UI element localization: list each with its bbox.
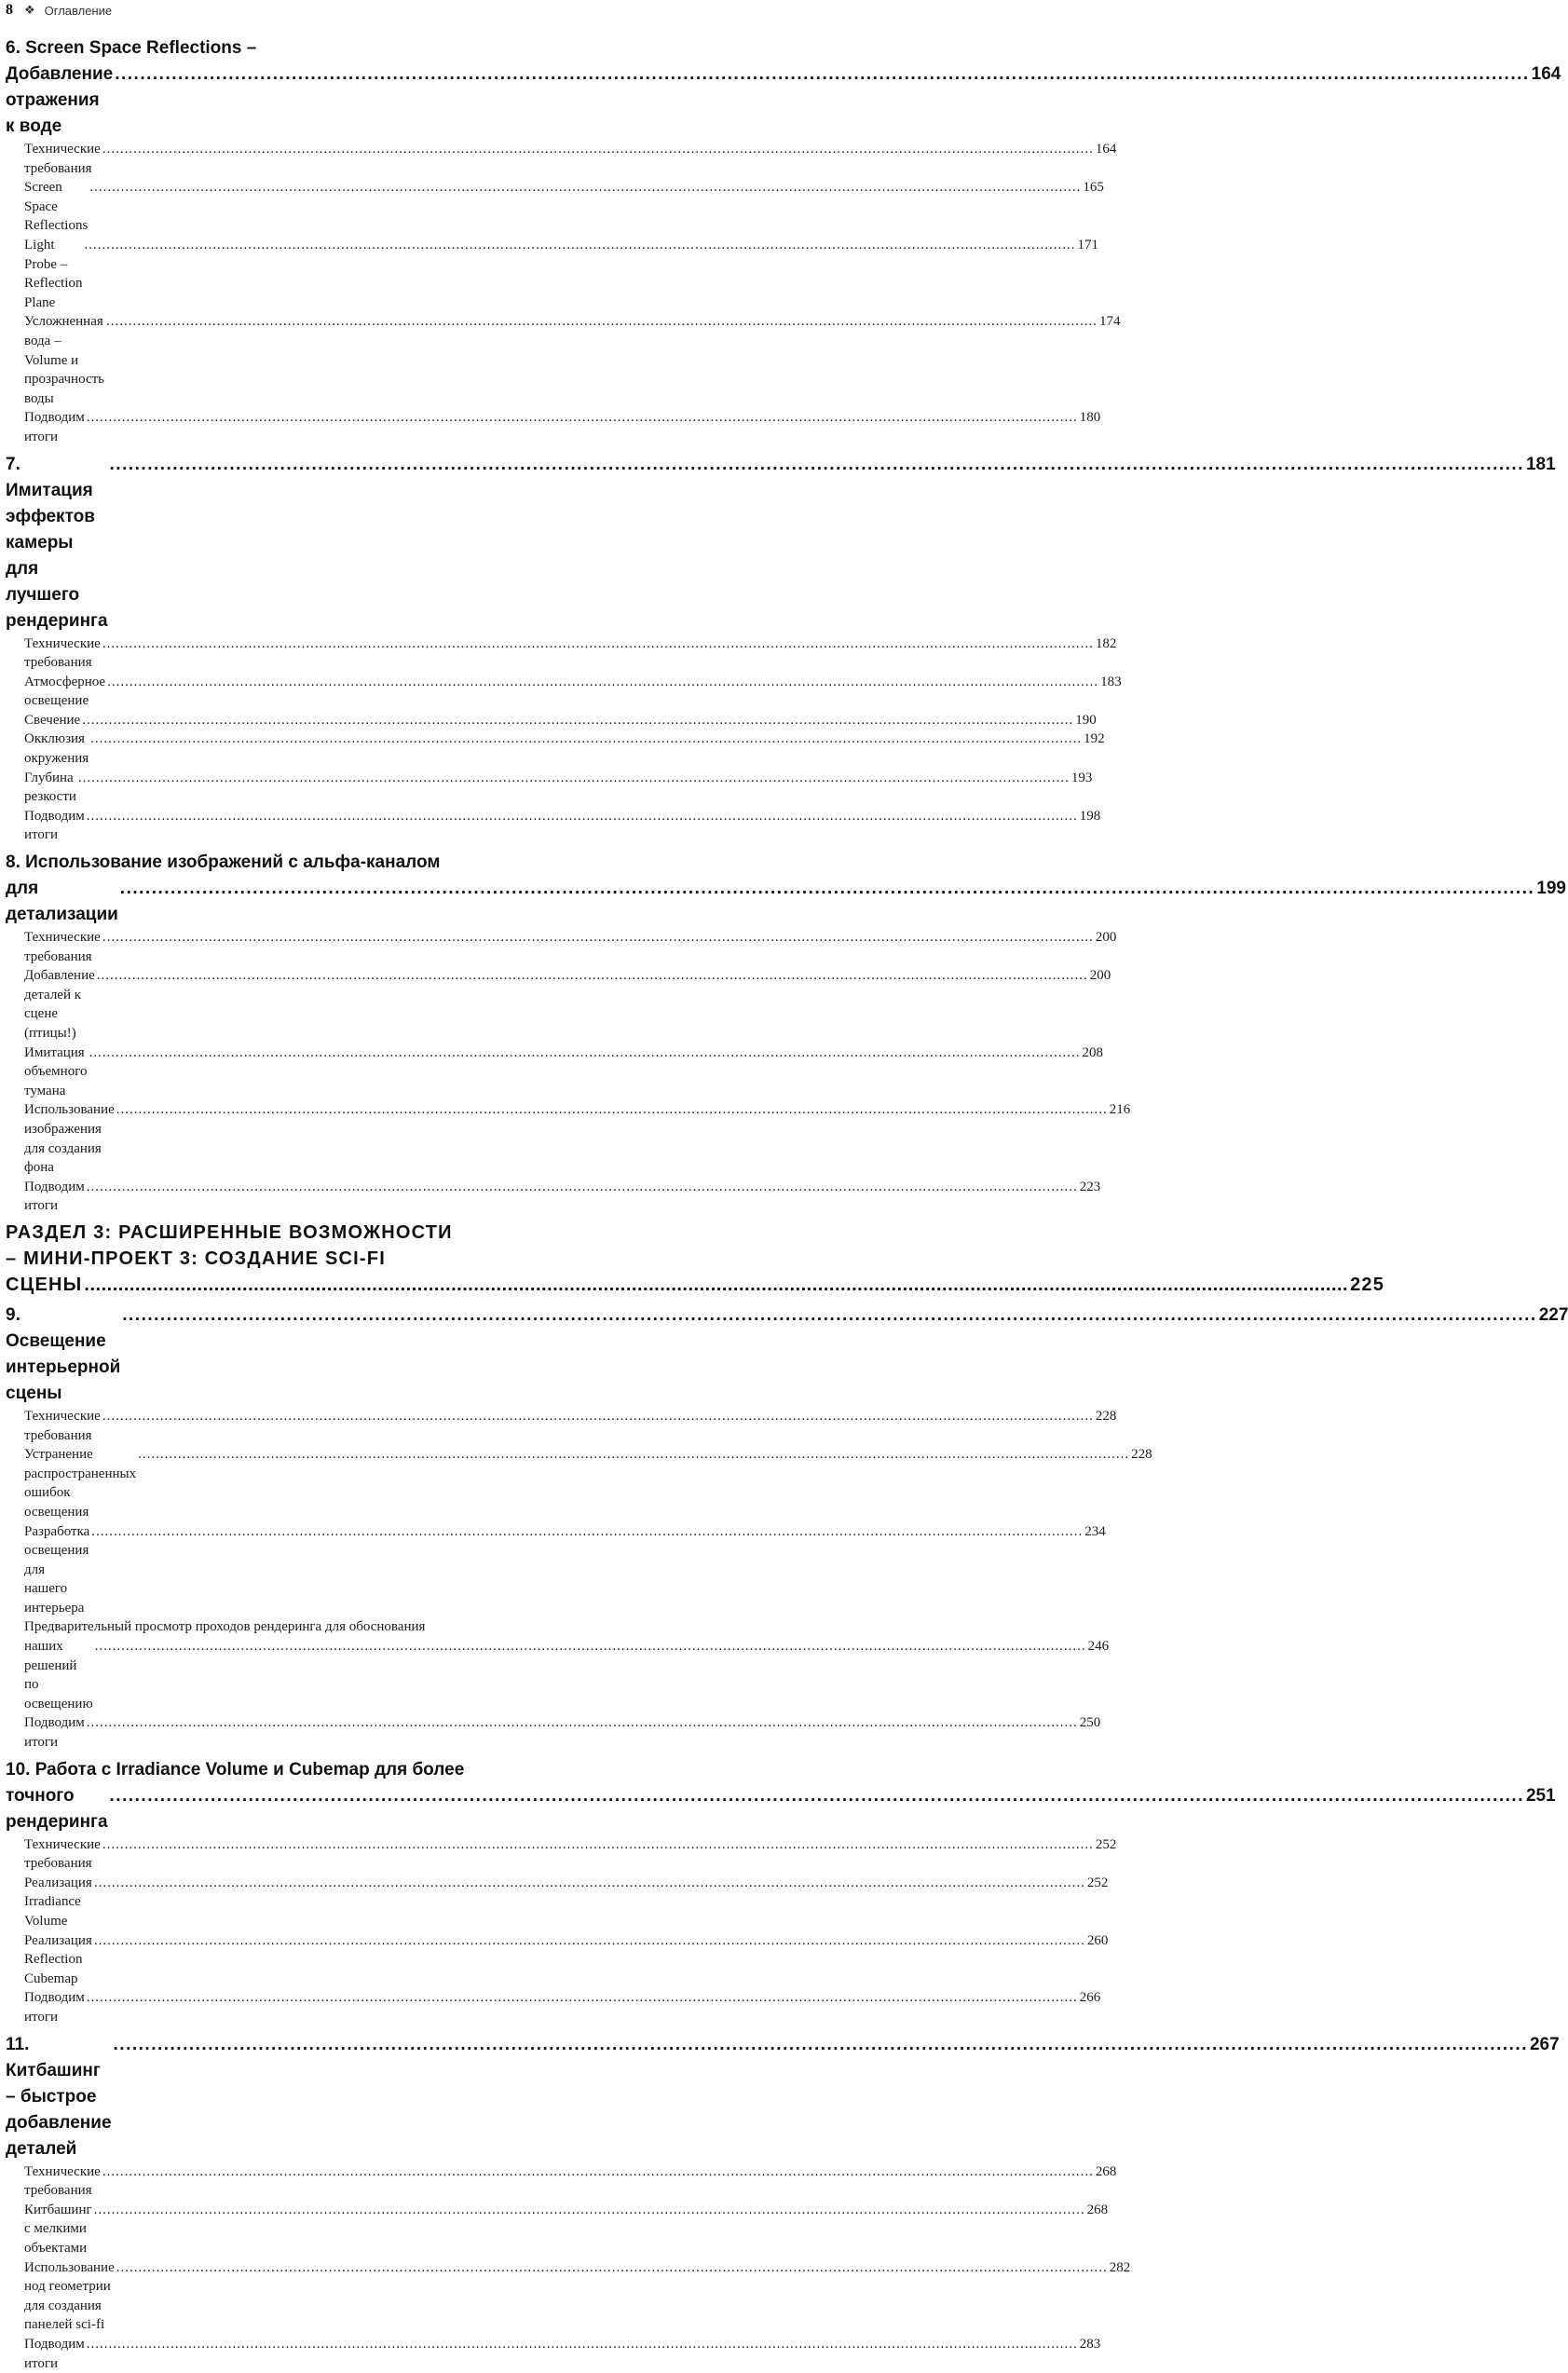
dot-leader [78, 769, 1070, 788]
heading-title: 11. Китбашинг – быстрое добавление деталей [6, 2034, 112, 2159]
entry-title: Использование нод геометрии для создания панелей sci-fi [24, 2259, 115, 2333]
entry-page-number: 190 [1075, 712, 1097, 728]
toc-entry[interactable] [0, 711, 1097, 730]
chapter-heading[interactable] [0, 452, 1556, 634]
heading-page-number: 164 [1531, 64, 1561, 84]
entry-page-number: 192 [1084, 731, 1105, 747]
entry-page-number: 200 [1095, 930, 1117, 946]
entry-title: Технические требования [24, 1836, 101, 1872]
entry-title: Глубина резкости [24, 770, 76, 805]
toc-entry[interactable] [0, 140, 1117, 178]
entry-page-number: 171 [1077, 237, 1098, 252]
entry-title: Подводим итоги [24, 410, 85, 444]
chapter-heading[interactable] [0, 35, 1561, 140]
dot-leader [116, 2258, 1108, 2278]
entry-title: Окклюзия окружения [24, 731, 89, 767]
chapter-heading[interactable] [0, 850, 1566, 928]
entry-title: Использование изображения для создания фона [24, 1102, 115, 1176]
heading-line: 8. Использование изображений с альфа-каналом [6, 852, 441, 873]
running-title: Оглавление [44, 3, 113, 18]
entry-page-number: 260 [1086, 1932, 1109, 1948]
heading-title: точного рендеринга [6, 1785, 108, 1832]
entry-title: Китбашинг с мелкими объектами [24, 2202, 92, 2256]
toc-entry[interactable] [0, 1874, 1109, 1931]
toc-entry[interactable] [0, 1988, 1101, 2026]
entry-title: наших решений по освещению [24, 1639, 93, 1712]
dot-leader [97, 966, 1088, 986]
dot-leader [87, 1988, 1078, 2008]
dot-leader [89, 178, 1081, 198]
entry-page-number: 165 [1083, 180, 1104, 196]
toc-entry[interactable] [0, 236, 1098, 312]
entry-page-number: 223 [1079, 1179, 1101, 1194]
toc-entry[interactable] [0, 2335, 1101, 2373]
running-header [6, 0, 593, 20]
heading-line: 10. Работа с Irradiance Volume и Cubemap для более [6, 1759, 465, 1780]
toc-entry[interactable] [0, 1445, 1152, 1521]
toc-entry[interactable] [0, 769, 1093, 807]
toc-entry[interactable] [0, 2201, 1109, 2258]
heading-title: 9. Освещение интерьерной сцены [6, 1304, 121, 1403]
toc-entry[interactable] [0, 1407, 1117, 1445]
dot-leader [102, 140, 1094, 159]
heading-page-number: 199 [1536, 879, 1566, 899]
entry-title: Устранение распространенных ошибок освещения [24, 1447, 137, 1520]
dot-leader [91, 1522, 1083, 1542]
entry-title: Реализация Irradiance Volume [24, 1875, 92, 1929]
toc-entry[interactable] [0, 1835, 1117, 1874]
toc-entry[interactable] [0, 408, 1101, 446]
entry-page-number: 182 [1095, 635, 1117, 651]
heading-page-number: 251 [1525, 1785, 1556, 1806]
dot-leader [89, 1043, 1080, 1063]
entry-page-number: 183 [1100, 674, 1122, 689]
toc-entry[interactable] [0, 928, 1117, 966]
entry-title: Light Probe – Reflection Plane [24, 237, 83, 310]
toc-entry[interactable] [0, 966, 1111, 1043]
entry-page-number: 198 [1079, 808, 1101, 824]
entry-title: Разработка освещения для нашего интерьера [24, 1523, 90, 1616]
toc-entry[interactable] [0, 807, 1101, 845]
table-of-contents [0, 31, 1568, 2373]
dot-leader [138, 1445, 1129, 1465]
entry-page-number: 282 [1109, 2259, 1131, 2275]
dot-leader [84, 236, 1075, 255]
dot-leader [94, 1874, 1085, 1893]
heading-line: 6. Screen Space Reflections – [6, 38, 257, 58]
heading-title: 7. Имитация эффектов камеры для лучшего рендеринга [6, 454, 108, 631]
page-number: 8 [6, 2, 13, 18]
heading-page-number: 267 [1529, 2034, 1560, 2054]
dot-leader [114, 2032, 1528, 2058]
ornament-icon: ❖ [24, 3, 35, 17]
dot-leader [87, 1713, 1078, 1733]
dot-leader [110, 1783, 1524, 1809]
entry-title: Усложненная вода – Volume и прозрачность воды [24, 314, 105, 406]
dot-leader [102, 634, 1094, 654]
dot-leader [82, 711, 1073, 730]
toc-entry[interactable] [0, 673, 1122, 711]
entry-title: Реализация Reflection Cubemap [24, 1932, 92, 1986]
entry-page-number: 268 [1095, 2163, 1117, 2179]
section-heading[interactable] [0, 1220, 1385, 1298]
entry-page-number: 250 [1079, 1715, 1101, 1731]
chapter-heading[interactable] [0, 1302, 1568, 1407]
entry-page-number: 164 [1095, 142, 1117, 157]
dot-leader [102, 2162, 1094, 2182]
toc-entry[interactable] [0, 1931, 1109, 1989]
entry-title: Имитация объемного тумана [24, 1044, 88, 1098]
entry-title-line: Предварительный просмотр проходов рендеринга для обоснования [24, 1619, 426, 1635]
chapter-heading[interactable] [0, 1757, 1556, 1835]
dot-leader [122, 1302, 1536, 1329]
entry-page-number: 208 [1082, 1044, 1103, 1060]
chapter-heading[interactable] [0, 2032, 1560, 2162]
toc-entry[interactable] [0, 1713, 1101, 1752]
dot-leader [106, 312, 1098, 332]
entry-page-number: 180 [1079, 410, 1101, 426]
entry-title: Технические требования [24, 930, 101, 964]
toc-entry[interactable] [0, 1043, 1103, 1101]
entry-title: Свечение [24, 712, 81, 728]
dot-leader [102, 1835, 1094, 1855]
toc-entry[interactable] [0, 634, 1117, 673]
heading-page-number: 181 [1525, 454, 1556, 474]
dot-leader [84, 1275, 1348, 1295]
dot-leader [94, 2201, 1085, 2220]
dot-leader [87, 408, 1078, 428]
toc-entry[interactable] [0, 178, 1104, 236]
dot-leader [90, 730, 1082, 749]
entry-page-number: 234 [1084, 1523, 1106, 1539]
entry-title: Технические требования [24, 142, 101, 176]
toc-entry[interactable] [0, 1522, 1106, 1618]
toc-entry[interactable] [0, 1178, 1101, 1216]
entry-title: Подводим итоги [24, 1715, 85, 1751]
entry-page-number: 268 [1086, 2202, 1109, 2217]
entry-title: Атмосферное освещение [24, 674, 106, 709]
entry-title: Подводим итоги [24, 808, 85, 843]
entry-page-number: 266 [1079, 1990, 1101, 2006]
heading-title: – МИНИ-ПРОЕКТ 3: СОЗДАНИЕ SCI-FI СЦЕНЫ [6, 1248, 386, 1295]
heading-page-number: 225 [1350, 1274, 1385, 1295]
entry-title: Технические требования [24, 635, 101, 671]
dot-leader [116, 1100, 1108, 1120]
entry-page-number: 252 [1086, 1875, 1109, 1890]
heading-line: РАЗДЕЛ 3: РАСШИРЕННЫЕ ВОЗМОЖНОСТИ [6, 1221, 453, 1243]
dot-leader [87, 807, 1078, 826]
dot-leader [95, 1637, 1086, 1657]
entry-title: Добавление деталей к сцене (птицы!) [24, 968, 95, 1041]
entry-title: Подводим итоги [24, 1990, 85, 2025]
dot-leader [102, 1407, 1094, 1426]
entry-title: Подводим итоги [24, 2336, 85, 2371]
toc-entry[interactable] [0, 1617, 1110, 1713]
heading-title: для детализации [6, 879, 118, 925]
entry-page-number: 200 [1089, 968, 1111, 984]
dot-leader [94, 1931, 1085, 1951]
dot-leader [115, 61, 1529, 88]
heading-page-number: 227 [1538, 1304, 1568, 1325]
heading-title: Добавление отражения к воде [6, 64, 114, 136]
toc-entry[interactable] [0, 730, 1105, 768]
entry-title: Технические требования [24, 1408, 101, 1443]
dot-leader [87, 2335, 1078, 2354]
dot-leader [102, 928, 1094, 948]
entry-title: Технические требования [24, 2163, 101, 2199]
dot-leader [110, 452, 1524, 478]
toc-entry[interactable] [0, 312, 1121, 408]
dot-leader [107, 673, 1098, 692]
toc-entry[interactable] [0, 2162, 1117, 2201]
entry-page-number: 228 [1131, 1447, 1152, 1463]
entry-page-number: 283 [1079, 2336, 1101, 2352]
entry-page-number: 174 [1099, 314, 1121, 330]
entry-page-number: 216 [1109, 1102, 1131, 1118]
toc-entry[interactable] [0, 1100, 1131, 1177]
toc-entry[interactable] [0, 2258, 1131, 2335]
entry-title: Подводим итоги [24, 1179, 85, 1214]
entry-page-number: 228 [1095, 1408, 1117, 1424]
entry-page-number: 246 [1087, 1639, 1110, 1655]
entry-page-number: 252 [1095, 1836, 1117, 1852]
entry-title: Screen Space Reflections [24, 180, 89, 234]
entry-page-number: 193 [1070, 770, 1093, 785]
dot-leader [87, 1178, 1078, 1197]
dot-leader [120, 876, 1534, 902]
